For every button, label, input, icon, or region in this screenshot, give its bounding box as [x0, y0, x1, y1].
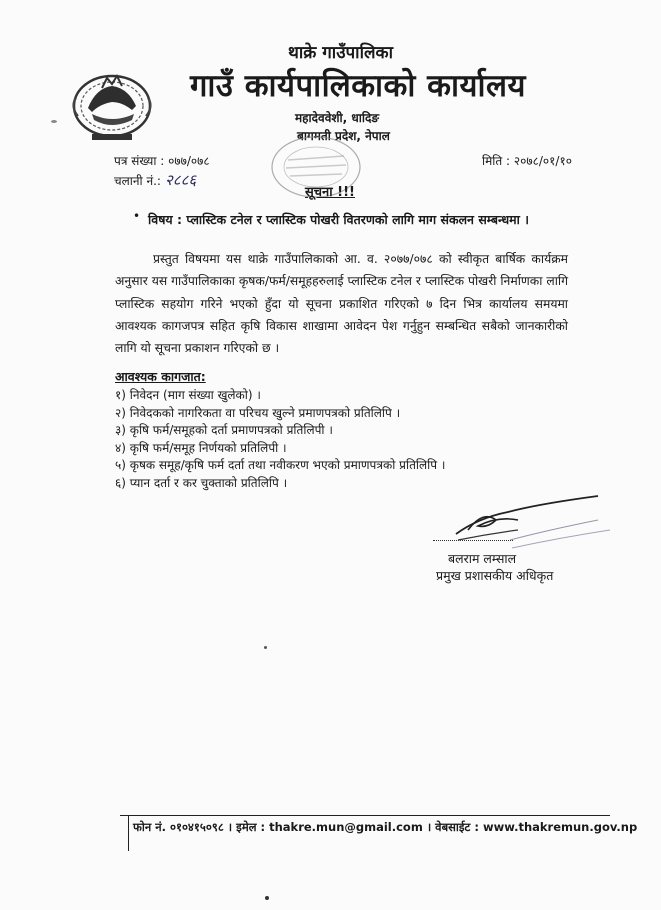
notice-heading: सूचना !!! — [305, 185, 355, 200]
list-item: ४) कृषि फर्म/समूह निर्णयको प्रतिलिपी । — [115, 440, 287, 455]
list-item: २) निवेदकको नागरिकता वा परिचय खुल्ने प्रमाणपत्रको प्रतिलिपि । — [115, 405, 401, 420]
notice-body — [115, 248, 568, 359]
signatory-title: प्रमुख प्रशासकीय अधिकृत — [436, 568, 554, 583]
date — [482, 152, 572, 169]
subject-line: विषय : प्लास्टिक टनेल र प्लास्टिक पोखरी वितरणको लागि माग संकलन सम्बन्धमा । — [148, 212, 529, 227]
letter-number-value: ०७७/०७८ — [168, 154, 210, 168]
bullet-dot: • — [133, 209, 141, 223]
list-item: ६) प्यान दर्ता र कर चुक्ताको प्रतिलिपि । — [115, 475, 288, 490]
footer-left-bar — [128, 815, 129, 851]
list-item: ५) कृषक समूह/कृषि फर्म दर्ता तथा नवीकरण भएको प्रमाणपत्रको प्रतिलिपि । — [115, 458, 446, 472]
dispatch-number — [114, 170, 196, 190]
scan-speck — [51, 120, 57, 123]
office-title: गाउँ कार्यपालिकाको कार्यालय — [189, 68, 527, 104]
letter-number — [114, 152, 210, 169]
handwritten-signature — [448, 490, 613, 552]
dispatch-number-value: २८८६ — [164, 171, 197, 189]
footer-divider — [120, 815, 610, 816]
date-label: मिति : — [482, 154, 511, 168]
requirements-heading: आवश्यक कागजात: — [115, 369, 206, 384]
requirements-list — [115, 387, 445, 492]
scan-speck — [264, 646, 267, 649]
address-line-2: बागमती प्रदेश, नेपाल — [297, 129, 390, 143]
signatory-name: बलराम लम्साल — [448, 551, 517, 566]
footer-contact: फोन नं. ०१०४१५०९८ । इमेल : thakre.mun@gmail.com । वेबसाईट : www.thakremun.gov.np — [133, 820, 638, 834]
scan-speck — [265, 896, 269, 900]
letter-number-label: पत्र संख्या : — [114, 154, 165, 168]
notice-body-text: प्रस्तुत विषयमा यस थाक्रे गाउँपालिकाको आ. व. २०७७/०७८ को स्वीकृत बार्षिक कार्यक्रम अनुसार यस गाउँपालिकाका कृषक/फर्म/समूहहरुलाई प्लास्टिक टनेल र प्लास्टिक पोखरी निर्माणका लागि प्लास्टिक सहयोग गरिने भएको हुँदा यो सूचना प्रकाशित गरिएको ७ दिन भित्र कार्यालय समयमा आवश्यक कागजपत्र सहित कृषि विकास शाखामा आवेदन पेश गर्नुहुन सम्बन्धित सबैको जानकारीको लागि यो सूचना प्रकाशन गरिएको छ । — [115, 252, 568, 356]
date-value: २०७८/०१/१० — [513, 154, 572, 168]
address-line-1: महादेववेशी, धादिङ — [295, 111, 379, 125]
list-item: १) निवेदन (माग संख्या खुलेको) । — [115, 388, 261, 402]
list-item: ३) कृषि फर्म/समूहको दर्ता प्रमाणपत्रको प्रतिलिपी । — [115, 423, 333, 437]
dispatch-number-label: चलानी नं.: — [114, 174, 161, 188]
signature-line — [433, 540, 513, 541]
municipality-name: थाक्रे गाउँपालिका — [288, 43, 393, 63]
